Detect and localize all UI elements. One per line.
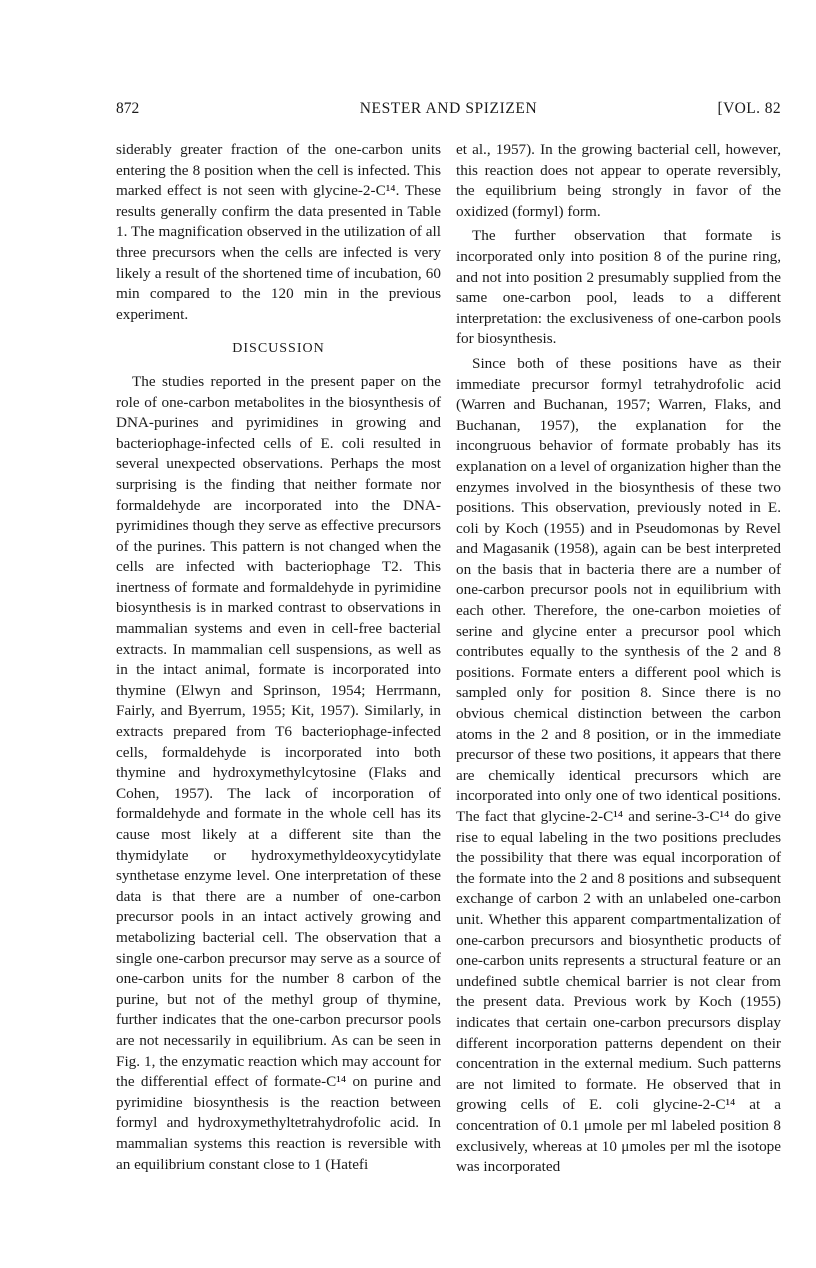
right-column: [456, 140, 781, 1178]
page-number: 872: [116, 100, 140, 117]
page-header: [116, 100, 781, 124]
running-authors: NESTER AND SPIZIZEN: [359, 100, 538, 117]
left-column: [116, 140, 441, 1175]
volume-label: [VOL. 82: [717, 100, 781, 117]
pools-paragraph: Since both of these positions have as their immediate precursor formyl tetrahydrofolic acid (Warren and Buchanan, 1957; Warren, Flaks, and Buchanan, 1957), the explanation for the incongruous behavior of formate probably has its explanation on a level of organization higher than the enzymes involved in the biosynthesis of these two positions. This observation, previously noted in E. coli by Koch (1955) and in Pseudomonas by Revel and Magasanik (1958), again can be best interpreted on the basis that in bacteria there are a number of one-carbon precursor pools not in equilibrium with each other. Therefore, the one-carbon moieties of serine and glycine enter a precursor pool which contributes equally to the synthesis of the 2 and 8 positions. Formate enters a different pool which is sampled only for position 8. Since there is no obvious chemical distinction between the carbon atoms in the 2 and 8 position, or in the immediate precursor of these two positions, it appears that there are chemically identical precursors which are incorporated into only one of two identical positions. The fact that glycine-2-C¹⁴ and serine-3-C¹⁴ do give rise to equal labeling in the two positions precludes the possibility that there was equal incorporation of the formate into the 2 and 8 positions and subsequent exchange of carbon 2 with an unlabeled one-carbon unit. Whether this apparent compartmentalization of one-carbon precursors and biosynthetic products of one-carbon units represents a structural feature or an undefined subtle chemical barrier is not clear from the present data. Previous work by Koch (1955) indicates that certain one-carbon precursors display different incorporation patterns dependent on their concentration in the external medium. Such patterns are not limited to formate. He observed that in growing cells of E. coli glycine-2-C¹⁴ at a concentration of 0.1 μmole per ml labeled position 8 exclusively, whereas at 10 μmoles per ml the isotope was incorporated: [456, 354, 781, 1176]
discussion-paragraph: The studies reported in the present paper on the role of one-carbon metabolites in the biosynthesis of DNA-purines and pyrimidines in growing and bacteriophage-infected cells of E. coli resulted in several unexpected observations. Perhaps the most surprising is the finding that neither formate nor formaldehyde are incorporated into the DNA-pyrimidines though they serve as effective precursors of the purines. This pattern is not changed when the cells are infected with bacteriophage T2. This inertness of formate and formaldehyde in pyrimidine biosynthesis is in marked contrast to observations in mammalian systems and even in cell-free bacterial extracts. In mammalian cell suspensions, as well as in the intact animal, formate is incorporated into thymine (Elwyn and Sprinson, 1954; Herrmann, Fairly, and Byerrum, 1955; Kit, 1957). Similarly, in extracts prepared from T6 bacteriophage-infected cells, formaldehyde is incorporated into both thymine and hydroxymethylcytosine (Flaks and Cohen, 1957). The lack of incorporation of formaldehyde and formate in the whole cell has its cause most likely at a different site than the thymidylate or hydroxymethyldeoxycytidylate synthetase enzyme level. One interpretation of these data is that there are a number of one-carbon precursor pools in an intact actively growing and metabolizing bacterial cell. The observation that a single one-carbon precursor may serve as a source of one-carbon units for the number 8 carbon of the purine, but not of the methyl group of thymine, further indicates that the one-carbon precursor pools are not necessarily in equilibrium. As can be seen in Fig. 1, the enzymatic reaction which may account for the differential effect of formate-C¹⁴ on purine and pyrimidine biosynthesis is the reaction between formyl and hydroxymethyltetrahydrofolic acid. In mammalian systems this reaction is reversible with an equilibrium constant close to 1 (Hatefi: [116, 372, 441, 1173]
formate-paragraph: The further observation that formate is incorporated only into position 8 of the purine ring, and not into position 2 presumably supplied from the same one-carbon pool, leads to a different interpretation: the exclusiveness of one-carbon pools for biosynthesis.: [456, 227, 781, 348]
continued-paragraph: et al., 1957). In the growing bacterial cell, however, this reaction does not appear to operate reversibly, the equilibrium being strongly in favor of the oxidized (formyl) form.: [456, 141, 781, 220]
section-heading-discussion: DISCUSSION: [232, 341, 325, 357]
results-paragraph: siderably greater fraction of the one-carbon units entering the 8 position when the cell is infected. This marked effect is not seen with glycine-2-C¹⁴. These results generally confirm the data presented in Table 1. The magnification observed in the utilization of all three precursors when the cells are infected is very likely a result of the shortened time of incubation, 60 min compared to the 120 min in the previous experiment.: [116, 141, 441, 323]
